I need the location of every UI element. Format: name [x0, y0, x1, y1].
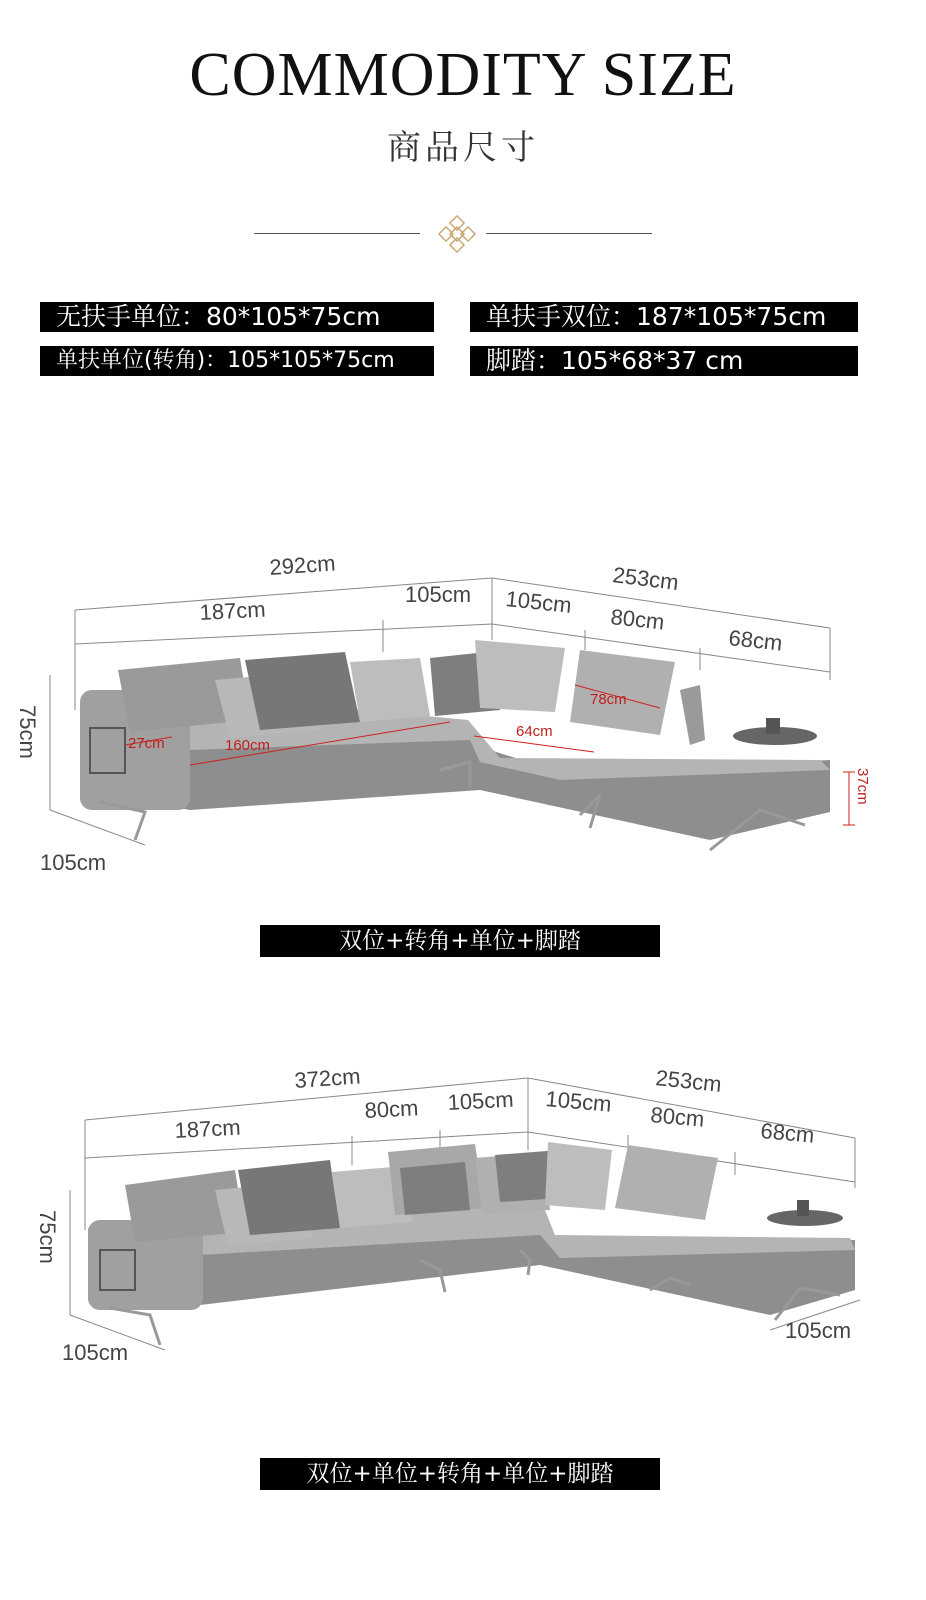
spec-footstool: 脚踏：105*68*37 cm	[470, 346, 858, 376]
dim-depth: 105cm	[40, 850, 107, 875]
dim2-seg-68: 68cm	[759, 1118, 816, 1148]
spec-corner-single: 单扶单位(转角)：105*105*75cm	[40, 346, 434, 376]
dim-total-right: 253cm	[611, 562, 680, 596]
dim-height: 75cm	[15, 705, 40, 759]
dim2-total-right: 253cm	[654, 1065, 723, 1097]
diagram1-caption: 双位+转角+单位+脚踏	[260, 925, 660, 957]
dim2-height: 75cm	[35, 1210, 60, 1264]
sofa-diagram-2	[0, 1060, 926, 1400]
dim2-seg-80-right: 80cm	[649, 1102, 706, 1132]
divider-left	[254, 233, 420, 234]
ornament-icon	[438, 214, 478, 254]
side-table-2	[767, 1200, 843, 1226]
dim2-seg-105-right: 105cm	[544, 1086, 613, 1117]
dim-seat-length: 160cm	[225, 737, 271, 754]
dim-footstool-height: 37cm	[854, 768, 871, 805]
dim-seg-80: 80cm	[609, 604, 666, 635]
diagram2-caption: 双位+单位+转角+单位+脚踏	[260, 1458, 660, 1490]
dim2-seg-80-left: 80cm	[363, 1095, 419, 1123]
side-table	[733, 718, 817, 745]
page-subtitle: 商品尺寸	[387, 128, 539, 168]
spec-one-arm-double: 单扶手双位：187*105*75cm	[470, 302, 858, 332]
dim-total-left: 292cm	[268, 550, 337, 580]
dim-seg-68: 68cm	[727, 625, 784, 656]
sofa-diagram-1	[0, 540, 926, 880]
spec-armless-single: 无扶手单位：80*105*75cm	[40, 302, 434, 332]
divider-right	[486, 233, 652, 234]
dim-arm-width: 27cm	[128, 735, 165, 752]
dim-chaise-width: 78cm	[590, 691, 627, 708]
dim2-seg-187: 187cm	[173, 1114, 242, 1143]
page-title: COMMODITY SIZE	[189, 41, 737, 109]
dim2-total-left: 372cm	[293, 1063, 362, 1093]
dim-seg-187: 187cm	[198, 596, 267, 625]
dim-corner-depth: 64cm	[516, 723, 553, 740]
dim2-depth-left: 105cm	[62, 1340, 129, 1365]
dim2-seg-105-left: 105cm	[446, 1086, 515, 1115]
dim2-depth-right: 105cm	[785, 1318, 852, 1343]
dim-seg-105-left: 105cm	[405, 582, 472, 607]
dim-seg-105-right: 105cm	[504, 586, 573, 618]
